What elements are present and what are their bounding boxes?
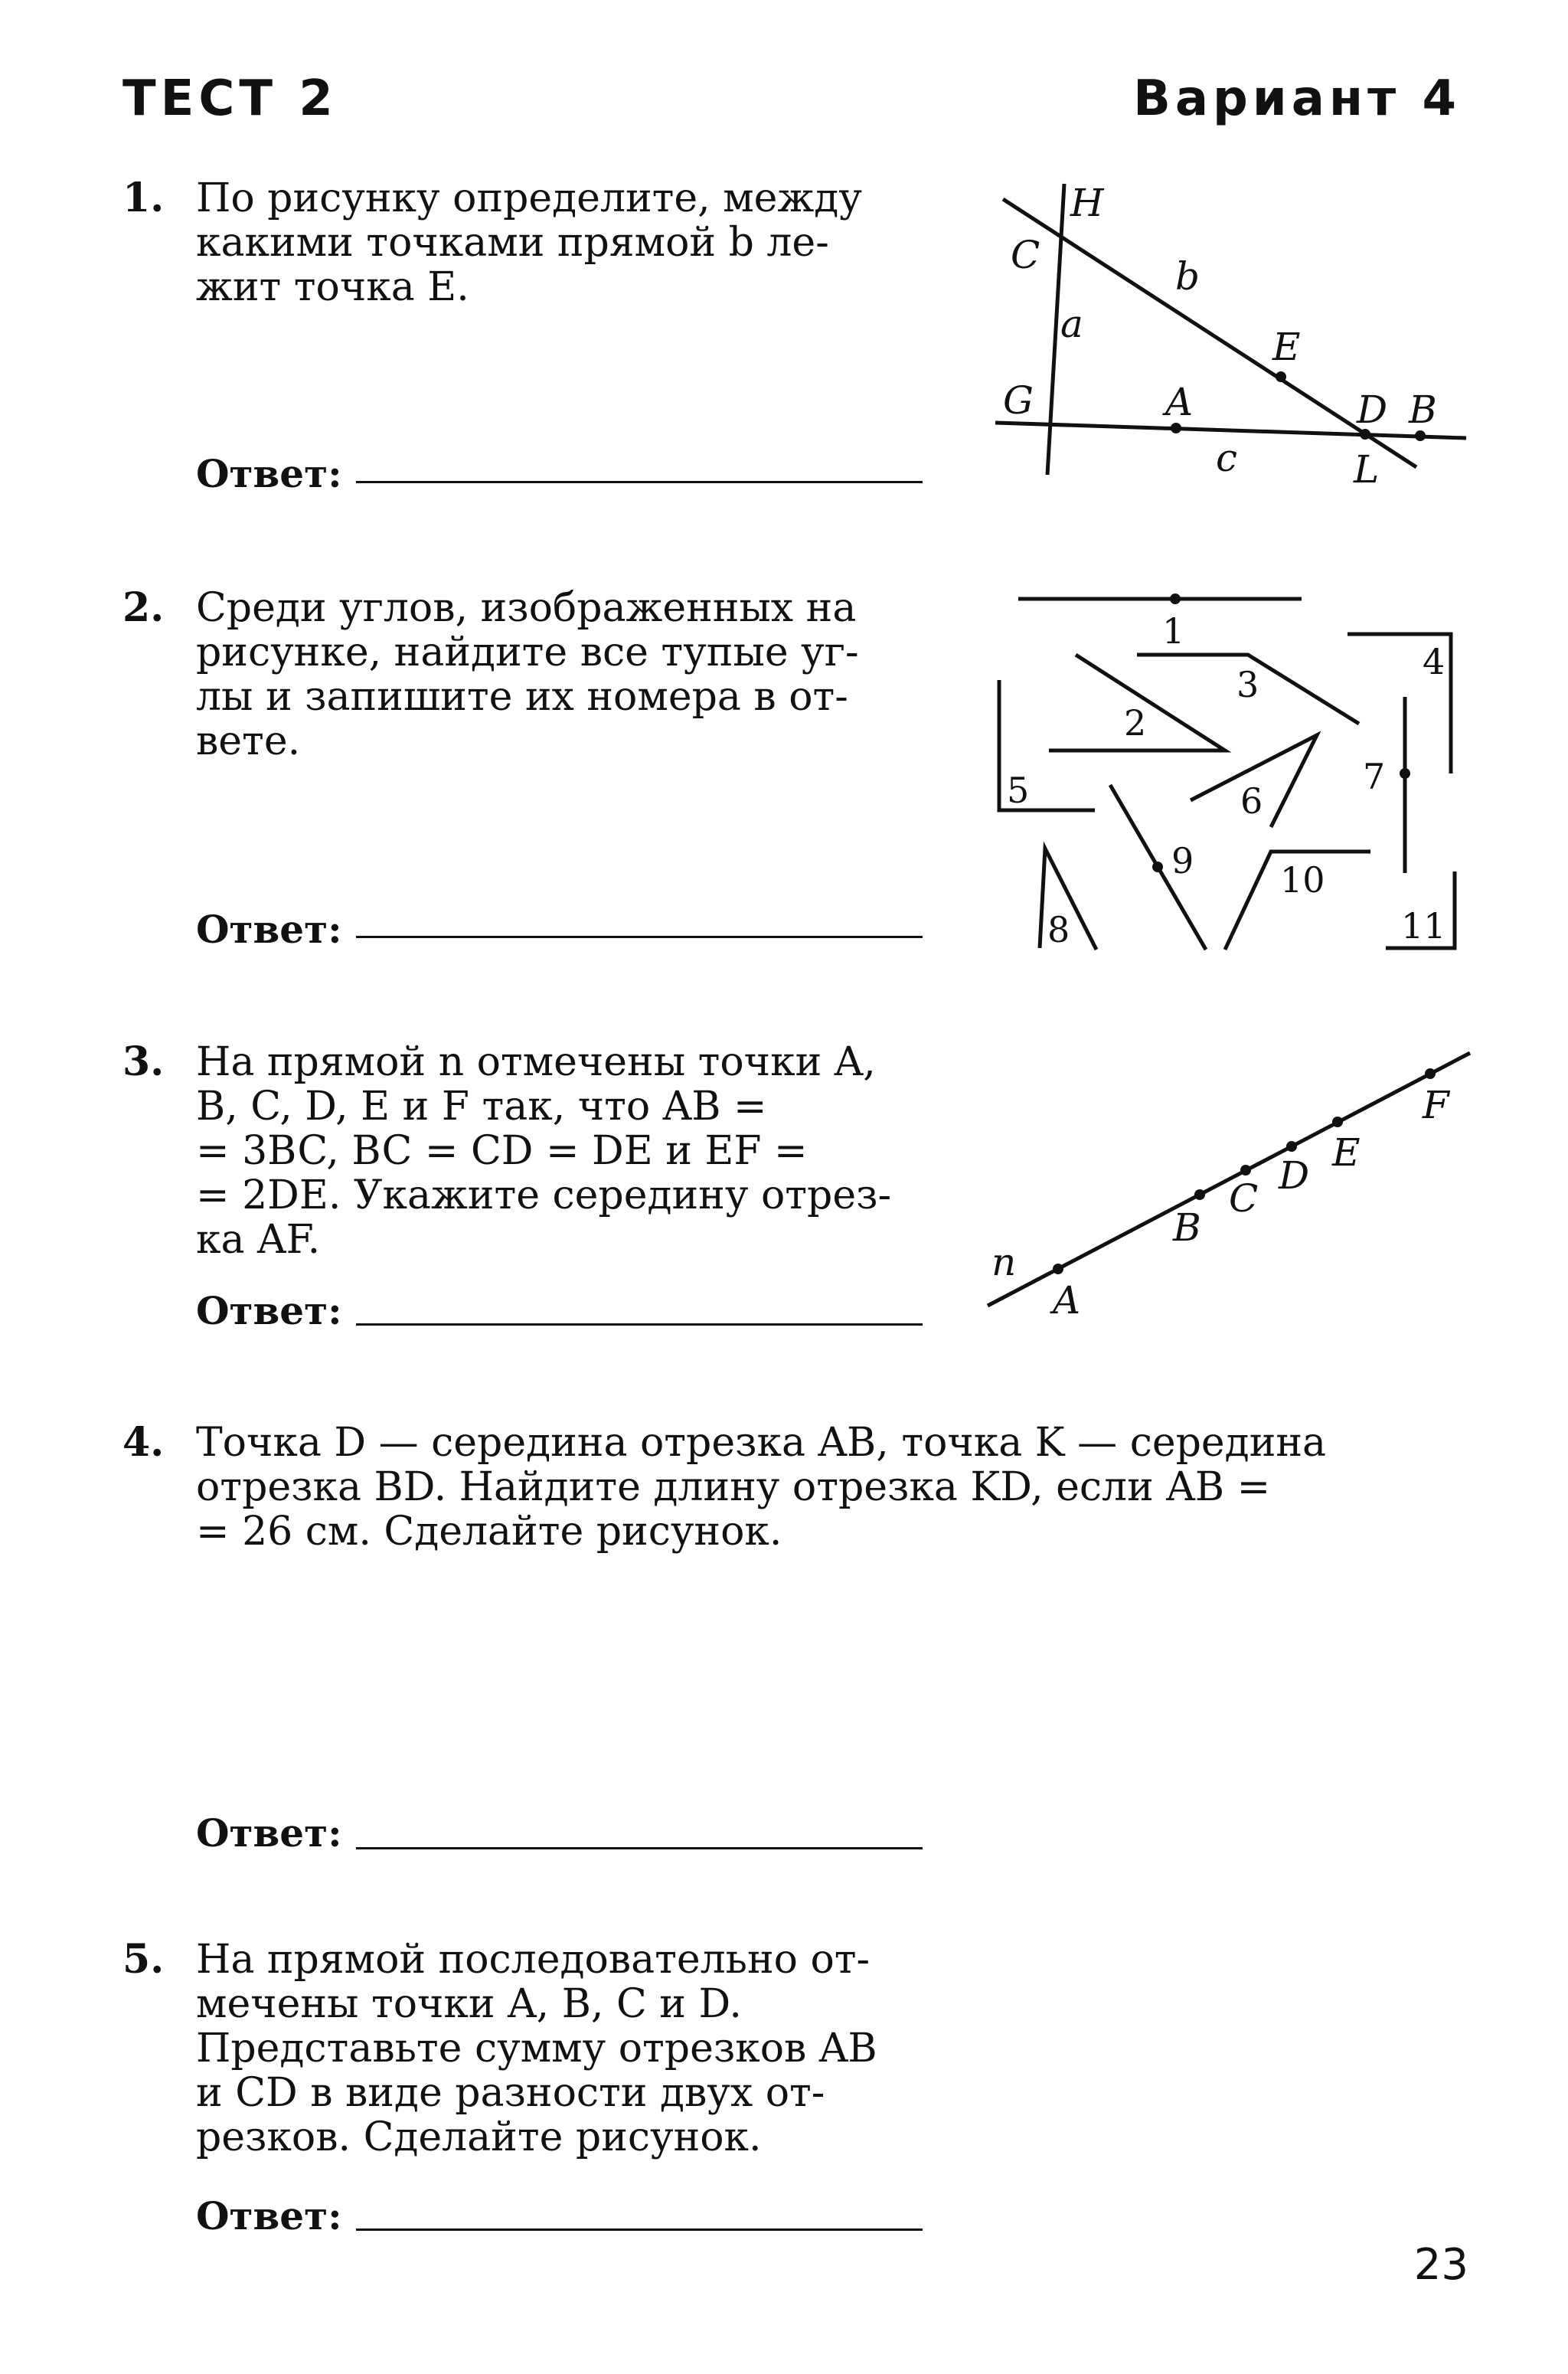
answer-label: Ответ: <box>196 1288 342 1333</box>
label-e: E <box>1272 325 1301 369</box>
vertex-1 <box>1170 594 1181 604</box>
point-a <box>1053 1264 1063 1274</box>
label-h: H <box>1070 181 1104 225</box>
task-text <box>196 1040 962 1262</box>
label-f: F <box>1423 1083 1449 1127</box>
task-line: На прямой последовательно от- <box>196 1937 871 1983</box>
task-number: 3. <box>122 1038 165 1085</box>
label-d: D <box>1357 387 1388 432</box>
label-c: C <box>1011 233 1040 277</box>
label-c-line: c <box>1216 436 1238 480</box>
task-line: На прямой n отмечены точки A, <box>196 1039 876 1085</box>
figure-3 <box>972 1041 1493 1333</box>
variant-title: Вариант 4 <box>1133 70 1461 127</box>
label-b-line: b <box>1175 254 1200 299</box>
answer-label: Ответ: <box>196 907 342 952</box>
point-a <box>1171 423 1181 433</box>
test-title: ТЕСТ 2 <box>122 70 338 127</box>
answer-line[interactable] <box>356 481 923 483</box>
task-line: и CD в виде разности двух от- <box>196 2070 825 2116</box>
point-c <box>1240 1165 1251 1176</box>
angle-number-4: 4 <box>1423 641 1446 682</box>
answer-line[interactable] <box>356 2228 923 2231</box>
label-a: A <box>1165 380 1194 424</box>
point-e <box>1276 371 1286 382</box>
task-text <box>196 586 962 764</box>
answer-label: Ответ: <box>196 1810 342 1856</box>
task-line: лы и запишите их номера в от- <box>196 674 848 720</box>
task-4 <box>122 1421 1470 1865</box>
task-line: рисунке, найдите все тупые уг- <box>196 629 859 675</box>
task-line: По рисунку определите, между <box>196 175 862 221</box>
angle-number-1: 1 <box>1162 610 1185 652</box>
label-l: L <box>1354 447 1380 492</box>
label-a-line: a <box>1060 302 1083 346</box>
angle-number-5: 5 <box>1007 770 1030 811</box>
point-d <box>1286 1141 1297 1152</box>
angle-number-8: 8 <box>1047 909 1070 950</box>
task-line: Точка D — середина отрезка AB, точка K — середина <box>196 1420 1327 1466</box>
task-line: Представьте сумму отрезков AB <box>196 2026 877 2072</box>
task-text <box>196 176 962 309</box>
angle-number-9: 9 <box>1171 840 1194 881</box>
label-e: E <box>1332 1130 1361 1175</box>
task-number: 1. <box>122 175 165 221</box>
answer-line[interactable] <box>356 1847 923 1849</box>
figure-1 <box>980 176 1485 498</box>
vertex-7 <box>1400 768 1410 779</box>
point-e <box>1332 1117 1343 1127</box>
label-d: D <box>1279 1153 1310 1198</box>
point-b <box>1415 430 1426 441</box>
label-n: n <box>991 1240 1017 1284</box>
vertex-9 <box>1152 862 1163 872</box>
task-5 <box>122 1937 934 2251</box>
task-line: мечены точки A, B, C и D. <box>196 1981 742 2027</box>
task-line: Среди углов, изображенных на <box>196 585 857 631</box>
task-line: вете. <box>196 718 301 764</box>
task-line: B, C, D, E и F так, что AB = <box>196 1084 767 1130</box>
task-3 <box>122 1040 934 1346</box>
angle-number-3: 3 <box>1236 664 1259 705</box>
angle-number-6: 6 <box>1240 780 1263 822</box>
task-line: ка AF. <box>196 1217 321 1263</box>
label-b: B <box>1409 387 1437 432</box>
label-a: A <box>1053 1278 1081 1323</box>
angle-number-10: 10 <box>1280 859 1325 901</box>
answer-label: Ответ: <box>196 451 342 496</box>
task-number: 5. <box>122 1936 165 1983</box>
task-line: жит точка E. <box>196 264 469 310</box>
task-text <box>196 1421 1467 1554</box>
task-line: = 26 см. Сделайте рисунок. <box>196 1509 782 1555</box>
task-number: 2. <box>122 584 165 631</box>
angle-number-11: 11 <box>1401 905 1446 947</box>
task-1 <box>122 176 934 498</box>
angle-number-2: 2 <box>1124 702 1147 744</box>
point-b <box>1194 1189 1205 1200</box>
task-line: = 2DE. Укажите середину отрез- <box>196 1172 892 1218</box>
task-line: какими точками прямой b ле- <box>196 220 829 266</box>
page-number: 23 <box>1413 2240 1468 2290</box>
point-f <box>1425 1068 1436 1079</box>
label-b: B <box>1173 1205 1201 1250</box>
task-text <box>196 1937 962 2160</box>
angle-number-7: 7 <box>1363 756 1386 797</box>
answer-line[interactable] <box>356 936 923 938</box>
label-c: C <box>1229 1176 1259 1221</box>
task-2 <box>122 586 934 961</box>
task-number: 4. <box>122 1419 165 1466</box>
answer-line[interactable] <box>356 1323 923 1326</box>
task-line: резков. Сделайте рисунок. <box>196 2114 762 2160</box>
label-g: G <box>1003 378 1034 423</box>
answer-label: Ответ: <box>196 2193 342 2238</box>
figure-2 <box>988 582 1478 965</box>
task-line: = 3BC, BC = CD = DE и EF = <box>196 1128 808 1174</box>
task-line: отрезка BD. Найдите длину отрезка KD, если AB = <box>196 1464 1271 1510</box>
